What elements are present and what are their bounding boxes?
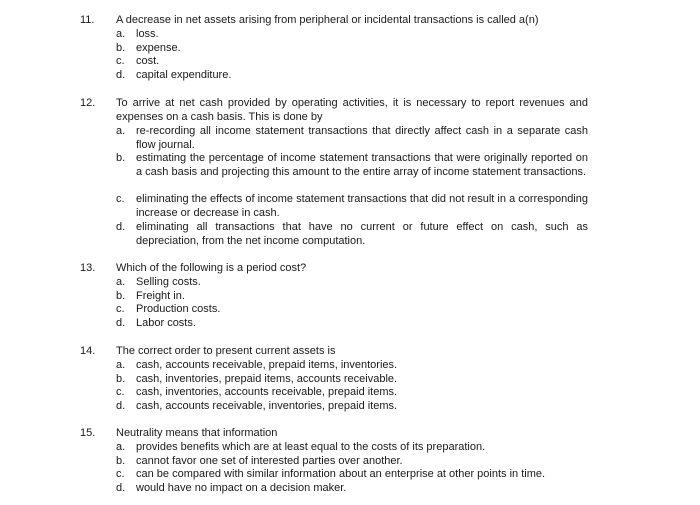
option-text: cash, accounts receivable, prepaid items, inventories.	[136, 359, 398, 371]
option-label: d.	[116, 317, 126, 329]
option-text: Freight in.	[136, 290, 185, 302]
option-label: a.	[116, 359, 126, 371]
option-text: cash, accounts receivable, inventories, prepaid items.	[136, 400, 398, 412]
option-label: d.	[116, 69, 126, 81]
question-number: 15.	[80, 427, 96, 439]
option-text: cash, inventories, accounts receivable, prepaid items.	[136, 386, 398, 398]
option-label: a.	[116, 125, 126, 137]
option-text: re-recording all income statement transactions that directly affect cash in a separate cash flow journal.	[136, 125, 588, 151]
option-text: cannot favor one set of interested parties over another.	[136, 455, 403, 467]
option-label: c.	[116, 386, 125, 398]
option-text: expense.	[136, 42, 181, 54]
option-label: c.	[116, 303, 125, 315]
option-label: b.	[116, 290, 126, 302]
option-label: b.	[116, 455, 126, 467]
option-text: would have no impact on a decision maker.	[136, 482, 347, 494]
question-number: 12.	[80, 97, 96, 109]
option-text: cost.	[136, 55, 160, 67]
question-text: A decrease in net assets arising from peripheral or incidental transactions is called a(n)	[116, 14, 539, 26]
option-text: eliminating the effects of income statement transactions that did not result in a corresponding increase or decrease in cash.	[136, 193, 588, 219]
option-label: b.	[116, 42, 126, 54]
option-label: b.	[116, 152, 126, 164]
option-label: a.	[116, 441, 126, 453]
option-text: Production costs.	[136, 303, 221, 315]
question-text: The correct order to present current assets is	[116, 345, 336, 357]
question-number: 11.	[80, 14, 95, 26]
option-label: c.	[116, 193, 125, 205]
option-text: Selling costs.	[136, 276, 201, 288]
question-number: 13.	[80, 262, 96, 274]
option-label: b.	[116, 373, 126, 385]
option-text: Labor costs.	[136, 317, 196, 329]
option-text: can be compared with similar information about an enterprise at other points in time.	[136, 468, 546, 480]
option-text: estimating the percentage of income statement transactions that were originally reported on a cash basis and projecting this amount to the entire array of income statement transactions.	[136, 152, 588, 178]
option-label: c.	[116, 468, 125, 480]
question-text: To arrive at net cash provided by operating activities, it is necessary to report revenues and expenses on a cash basis. This is done by	[116, 97, 588, 123]
option-text: loss.	[136, 28, 159, 40]
option-text: eliminating all transactions that have no current or future effect on cash, such as depreciation, from the net income computation.	[136, 221, 588, 247]
option-label: d.	[116, 400, 126, 412]
option-label: c.	[116, 55, 125, 67]
option-label: d.	[116, 221, 126, 233]
question-text: Which of the following is a period cost?	[116, 262, 307, 274]
question-number: 14.	[80, 345, 96, 357]
option-text: capital expenditure.	[136, 69, 232, 81]
option-text: cash, inventories, prepaid items, accounts receivable.	[136, 373, 398, 385]
option-label: d.	[116, 482, 126, 494]
option-label: a.	[116, 28, 126, 40]
option-label: a.	[116, 276, 126, 288]
question-text: Neutrality means that information	[116, 427, 278, 439]
option-text: provides benefits which are at least equal to the costs of its preparation.	[136, 441, 486, 453]
